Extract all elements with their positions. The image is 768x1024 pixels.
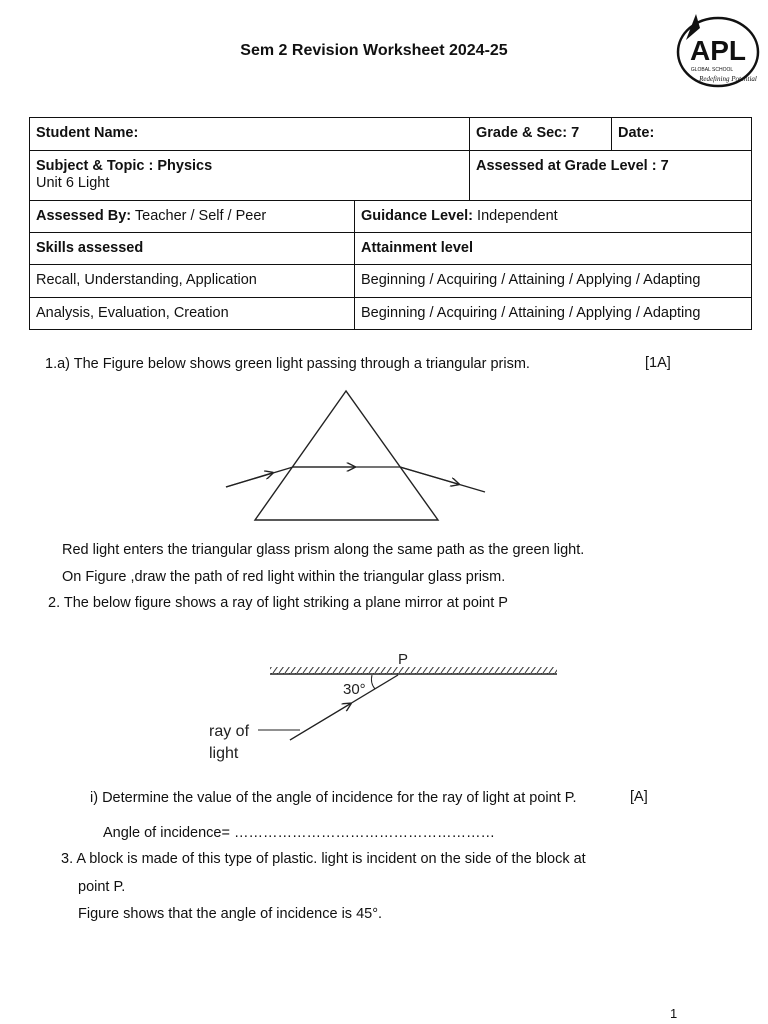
attainment-header: Attainment level <box>355 233 752 265</box>
subject-cell <box>30 151 470 201</box>
guidance-level-cell: Guidance Level: Independent <box>355 201 752 233</box>
angle-arc <box>371 675 375 689</box>
assessed-by-cell: Assessed By: Teacher / Self / Peer <box>30 201 355 233</box>
question-2-sub-i: i) Determine the value of the angle of incidence for the ray of light at point P. <box>90 790 577 806</box>
question-2-text: 2. The below figure shows a ray of light striking a plane mirror at point P <box>48 595 508 611</box>
answer-line: Angle of incidence= ……………………………………………… <box>103 825 495 841</box>
student-name-cell: Student Name: <box>30 118 470 151</box>
logo-subtext: GLOBAL SCHOOL <box>690 67 734 73</box>
question-2-sub-i-marks: [A] <box>630 789 648 805</box>
question-3-line-1: 3. A block is made of this type of plastic. light is incident on the side of the block at <box>61 851 586 867</box>
subject-unit: Unit 6 Light <box>36 175 110 191</box>
logo-tagline: Redefining Potential <box>699 75 757 83</box>
skills-header: Skills assessed <box>30 233 355 265</box>
grade-cell: Grade & Sec: 7 <box>470 118 612 151</box>
date-cell: Date: <box>612 118 752 151</box>
question-3-line-3: Figure shows that the angle of incidence is 45°. <box>78 906 383 922</box>
page-title: Sem 2 Revision Worksheet 2024-25 <box>240 42 508 59</box>
assessed-grade-cell: Assessed at Grade Level : 7 <box>470 151 752 201</box>
prism-triangle <box>255 391 438 520</box>
question-1-line-1: Red light enters the triangular glass prism along the same path as the green light. <box>62 542 585 558</box>
point-p-label: P <box>398 651 409 668</box>
table-row <box>30 298 752 330</box>
prism-diagram <box>220 385 495 525</box>
mirror-hatching <box>270 667 557 674</box>
ray-label-line-1: ray of <box>209 723 250 740</box>
student-info-table <box>29 117 752 330</box>
skills-cell: Analysis, Evaluation, Creation <box>30 298 355 330</box>
mirror-diagram <box>200 645 565 770</box>
ray-label-line-2: light <box>209 745 239 762</box>
question-3-line-2: point P. <box>78 879 126 895</box>
question-1-marks: [1A] <box>645 355 671 371</box>
page-number: 1 <box>670 1006 678 1021</box>
attainment-cell: Beginning / Acquiring / Attaining / Applying / Adapting <box>355 298 752 330</box>
angle-label: 30° <box>343 681 366 698</box>
school-logo <box>672 10 764 88</box>
table-row <box>30 265 752 298</box>
question-1-text: 1.a) The Figure below shows green light passing through a triangular prism. <box>45 356 530 372</box>
attainment-cell: Beginning / Acquiring / Attaining / Applying / Adapting <box>355 265 752 298</box>
logo-text: APL <box>690 35 746 66</box>
question-1-line-2: On Figure ,draw the path of red light within the triangular glass prism. <box>62 569 506 585</box>
skills-cell: Recall, Understanding, Application <box>30 265 355 298</box>
subject-label: Subject & Topic : Physics <box>36 158 213 174</box>
